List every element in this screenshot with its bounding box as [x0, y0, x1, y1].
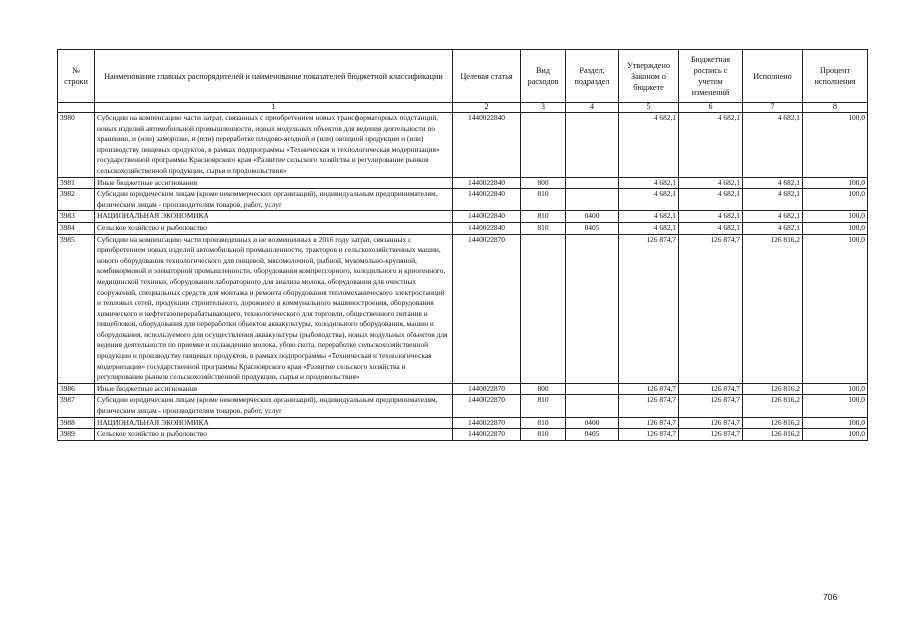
row-executed: 126 816,2	[743, 429, 803, 441]
table-row	[58, 429, 868, 441]
row-approved: 4 682,1	[619, 177, 679, 189]
row-percent: 100,0	[803, 222, 868, 234]
row-name: Субсидии на компенсацию части затрат, связанных с приобретением новых трансформаторных подстанций, новых изделий автомобильной промышленности, новых модульных объектов для ведения деятельности по хранению, и (или) заморозке, и (или) переработке плодово-ягодной и (или) овощной продукции и (или) производству пищевых продуктов, в рамках подпрограммы «Техническая и технологическая модернизация» государственной программы Красноярского края «Развитие сельского хозяйства и регулирование рынков сельскохозяйственной продукции, сырья и продовольствия»	[95, 113, 453, 178]
table-row	[58, 211, 868, 223]
row-expense-type: 810	[521, 429, 566, 441]
row-number: 3988	[58, 417, 95, 429]
row-target-article: 1440022870	[453, 383, 521, 395]
row-budget-schedule: 4 682,1	[679, 113, 743, 178]
row-number: 3984	[58, 222, 95, 234]
column-number: 3	[521, 103, 566, 113]
row-budget-schedule: 126 874,7	[679, 234, 743, 383]
row-expense-type: 800	[521, 177, 566, 189]
row-executed: 126 816,2	[743, 395, 803, 417]
row-percent: 100,0	[803, 395, 868, 417]
row-name: Сельское хозяйство и рыболовство	[95, 429, 453, 441]
row-section: 0405	[566, 429, 619, 441]
row-section: 0405	[566, 222, 619, 234]
row-percent: 100,0	[803, 189, 868, 211]
row-expense-type: 810	[521, 211, 566, 223]
row-target-article: 1440022840	[453, 222, 521, 234]
column-number: 2	[453, 103, 521, 113]
row-expense-type: 800	[521, 383, 566, 395]
row-percent: 100,0	[803, 113, 868, 178]
header-percent: Процент исполнения	[803, 50, 868, 103]
row-target-article: 1440022840	[453, 189, 521, 211]
row-executed: 126 816,2	[743, 234, 803, 383]
row-percent: 100,0	[803, 177, 868, 189]
row-target-article: 1440022870	[453, 429, 521, 441]
row-approved: 4 682,1	[619, 189, 679, 211]
column-number: 8	[803, 103, 868, 113]
row-target-article: 1440022870	[453, 417, 521, 429]
row-target-article: 1440022840	[453, 211, 521, 223]
row-section	[566, 113, 619, 178]
header-section: Раздел, подраздел	[566, 50, 619, 103]
row-target-article: 1440022840	[453, 177, 521, 189]
row-section	[566, 189, 619, 211]
header-name: Наименование главных распорядителей и наименование показателей бюджетной классификации	[95, 50, 453, 103]
row-name: Иные бюджетные ассигнования	[95, 177, 453, 189]
row-approved: 126 874,7	[619, 383, 679, 395]
table-row	[58, 383, 868, 395]
row-name: НАЦИОНАЛЬНАЯ ЭКОНОМИКА	[95, 417, 453, 429]
row-name: Иные бюджетные ассигнования	[95, 383, 453, 395]
row-target-article: 1440022870	[453, 234, 521, 383]
table-row	[58, 234, 868, 383]
row-expense-type	[521, 234, 566, 383]
row-executed: 4 682,1	[743, 177, 803, 189]
column-number: 7	[743, 103, 803, 113]
row-executed: 4 682,1	[743, 222, 803, 234]
row-name: НАЦИОНАЛЬНАЯ ЭКОНОМИКА	[95, 211, 453, 223]
row-target-article: 1440022870	[453, 395, 521, 417]
header-row-number: № строки	[58, 50, 95, 103]
column-number: 1	[95, 103, 453, 113]
row-approved: 126 874,7	[619, 395, 679, 417]
row-approved: 126 874,7	[619, 234, 679, 383]
column-number: 5	[619, 103, 679, 113]
row-percent: 100,0	[803, 211, 868, 223]
row-section	[566, 177, 619, 189]
column-number	[58, 103, 95, 113]
row-budget-schedule: 126 874,7	[679, 383, 743, 395]
header-expense-type: Вид расходов	[521, 50, 566, 103]
column-number: 6	[679, 103, 743, 113]
row-budget-schedule: 126 874,7	[679, 429, 743, 441]
row-name: Субсидии юридическим лицам (кроме некоммерческих организаций), индивидуальным предпринимателям, физическим лицам - производителям товаров, работ, услуг	[95, 189, 453, 211]
row-section	[566, 383, 619, 395]
row-number: 3982	[58, 189, 95, 211]
row-expense-type: 810	[521, 189, 566, 211]
header-target-article: Целевая статья	[453, 50, 521, 103]
row-budget-schedule: 4 682,1	[679, 189, 743, 211]
row-number: 3983	[58, 211, 95, 223]
row-executed: 4 682,1	[743, 113, 803, 178]
header-executed: Исполнено	[743, 50, 803, 103]
row-number: 3989	[58, 429, 95, 441]
row-number: 3987	[58, 395, 95, 417]
budget-execution-table	[57, 49, 868, 441]
row-expense-type: 810	[521, 395, 566, 417]
row-section	[566, 395, 619, 417]
row-expense-type: 810	[521, 417, 566, 429]
row-number: 3980	[58, 113, 95, 178]
row-number: 3986	[58, 383, 95, 395]
table-row	[58, 177, 868, 189]
table-row	[58, 113, 868, 178]
row-executed: 126 816,2	[743, 417, 803, 429]
table-row	[58, 222, 868, 234]
table-header-row	[58, 50, 868, 103]
column-number: 4	[566, 103, 619, 113]
row-section	[566, 234, 619, 383]
row-percent: 100,0	[803, 383, 868, 395]
column-numbers-row	[58, 103, 868, 113]
row-executed: 126 816,2	[743, 383, 803, 395]
header-approved: Утверждено Законом о бюджете	[619, 50, 679, 103]
row-budget-schedule: 4 682,1	[679, 177, 743, 189]
table-row	[58, 395, 868, 417]
row-section: 0400	[566, 211, 619, 223]
row-name: Субсидии юридическим лицам (кроме некоммерческих организаций), индивидуальным предпринимателям, физическим лицам - производителям товаров, работ, услуг	[95, 395, 453, 417]
row-approved: 126 874,7	[619, 429, 679, 441]
row-budget-schedule: 126 874,7	[679, 395, 743, 417]
row-executed: 4 682,1	[743, 189, 803, 211]
row-approved: 4 682,1	[619, 211, 679, 223]
row-budget-schedule: 4 682,1	[679, 222, 743, 234]
row-approved: 4 682,1	[619, 113, 679, 178]
row-percent: 100,0	[803, 234, 868, 383]
row-target-article: 1440022840	[453, 113, 521, 178]
header-budget-schedule: Бюджетная роспись с учетом изменений	[679, 50, 743, 103]
row-expense-type: 810	[521, 222, 566, 234]
page-number: 706	[823, 592, 838, 602]
row-number: 3981	[58, 177, 95, 189]
row-budget-schedule: 4 682,1	[679, 211, 743, 223]
row-expense-type	[521, 113, 566, 178]
row-number: 3985	[58, 234, 95, 383]
table-row	[58, 189, 868, 211]
row-executed: 4 682,1	[743, 211, 803, 223]
row-name: Сельское хозяйство и рыболовство	[95, 222, 453, 234]
row-percent: 100,0	[803, 417, 868, 429]
row-section: 0400	[566, 417, 619, 429]
row-approved: 4 682,1	[619, 222, 679, 234]
row-percent: 100,0	[803, 429, 868, 441]
row-approved: 126 874,7	[619, 417, 679, 429]
table-row	[58, 417, 868, 429]
row-name: Субсидии на компенсацию части произведенных и не возмещенных в 2016 году затрат, связанных с приобретением новых изделий автомобильной промышленности, тракторов и сельскохозяйственных машин, нового оборудования технологического для пищевой, мясомолочной, рыбной, мукомольно-крупяной, комбикормовой и элеваторной промышленности, оборудования компрессорного, холодильного и криогенного, медицинской техники, оборудования лабораторного для анализа молока, оборудования для очистных сооружений, специальных средств для монтажа и ремонта оборудования тепломеханического электростанций и тепловых сетей, продукции строительного, дорожного и коммунального машиностроения, оборудования химического и нефтегазоперерабатывающего, технологического для торговли, общественного питания и пищеблоков, оборудования для переработки объектов аквакультуры, холодильного оборудования, машин и оборудования, используемого для осуществления аквакультуры (рыбоводства), новых модульных объектов для ведения деятельности по приемке и охлаждению молока, убою скота, переработке сельскохозяйственной продукции и производству пищевых продуктов, в рамках подпрограммы «Техническая и технологическая модернизация» государственной программы Красноярского края «Развитие сельского хозяйства и регулирование рынков сельскохозяйственной продукции, сырья и продовольствия»	[95, 234, 453, 383]
row-budget-schedule: 126 874,7	[679, 417, 743, 429]
